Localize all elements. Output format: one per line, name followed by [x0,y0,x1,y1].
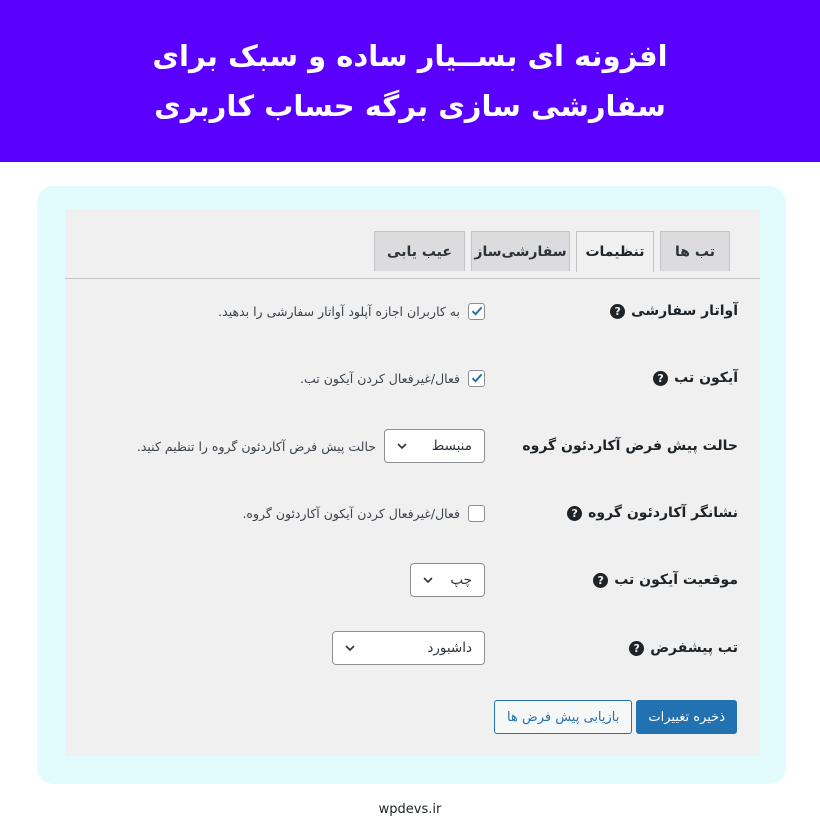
setting-label-group-accordion-default [522,426,738,466]
tab-icon-position-value: چپ [450,572,472,588]
setting-row-tab-icon-position [65,560,760,600]
default-tab-label: تب پیشفرض [650,640,738,656]
help-icon[interactable]: ? [593,573,608,588]
footer-site-url[interactable]: wpdevs.ir [378,802,442,817]
save-button[interactable]: ذخیره تغییرات [636,700,737,734]
setting-label-group-accordion-indicator [567,493,738,533]
group-accordion-indicator-label: نشانگر آکاردئون گروه [588,505,738,521]
setting-row-group-accordion-indicator [65,493,760,533]
banner-title-line-1: افزونه ای بســیار ساده و سبک برای [152,39,668,73]
banner-title-line-2: سفارشی سازی برگه حساب کاربری [154,89,666,123]
tab-icon-position-select[interactable] [410,563,485,597]
tab-debug[interactable]: عیب یابی [374,231,465,271]
setting-field-tab-icon [300,358,485,398]
tab-settings[interactable]: تنظیمات [576,231,654,272]
group-accordion-default-label: حالت پیش فرض آکاردئون گروه [522,438,738,454]
chevron-down-icon [421,573,435,587]
help-icon[interactable]: ? [629,641,644,656]
checkmark-icon [470,304,484,318]
custom-avatar-label: آواتار سفارشی [631,303,738,319]
group-accordion-default-select[interactable] [384,429,485,463]
chevron-down-icon [343,641,357,655]
reset-defaults-button[interactable]: بازیابی پیش فرض ها [494,700,632,734]
header-banner [0,0,820,162]
setting-row-group-accordion-default [65,426,760,466]
setting-row-custom-avatar [65,291,760,331]
setting-label-tab-icon [653,358,738,398]
default-tab-value: داشبورد [427,640,472,656]
setting-label-default-tab [629,628,738,668]
tab-bar [65,231,760,279]
setting-field-custom-avatar [218,291,485,331]
tab-icon-position-label: موقعیت آیکون تب [614,572,738,588]
form-actions [494,700,737,734]
setting-field-default-tab [332,628,485,668]
setting-label-tab-icon-position [593,560,738,600]
custom-avatar-description: به کاربران اجازه آپلود آواتار سفارشی را بدهید. [218,303,460,319]
help-icon[interactable]: ? [653,371,668,386]
setting-field-tab-icon-position [410,560,485,600]
tab-icon-description: فعال/غیرفعال کردن آیکون تب. [300,370,460,386]
chevron-down-icon [395,439,409,453]
settings-panel [65,209,760,756]
group-accordion-indicator-checkbox[interactable] [468,505,485,522]
setting-row-default-tab [65,628,760,668]
tab-icon-checkbox[interactable] [468,370,485,387]
tab-customizer[interactable]: سفارشی‌ساز [471,231,570,271]
help-icon[interactable]: ? [567,506,582,521]
setting-field-group-accordion-default [137,426,485,466]
custom-avatar-checkbox[interactable] [468,303,485,320]
tab-tabs[interactable]: تب ها [660,231,730,271]
tab-icon-label: آیکون تب [674,370,738,386]
group-accordion-default-value: منبسط [431,438,472,454]
default-tab-select[interactable] [332,631,485,665]
setting-label-custom-avatar [610,291,738,331]
help-icon[interactable]: ? [610,304,625,319]
setting-field-group-accordion-indicator [242,493,485,533]
checkmark-icon [470,371,484,385]
setting-row-tab-icon [65,358,760,398]
group-accordion-indicator-description: فعال/غیرفعال کردن آیکون آکاردئون گروه. [242,505,460,521]
group-accordion-default-description: حالت پیش فرض آکاردئون گروه را تنظیم کنید. [136,438,376,454]
